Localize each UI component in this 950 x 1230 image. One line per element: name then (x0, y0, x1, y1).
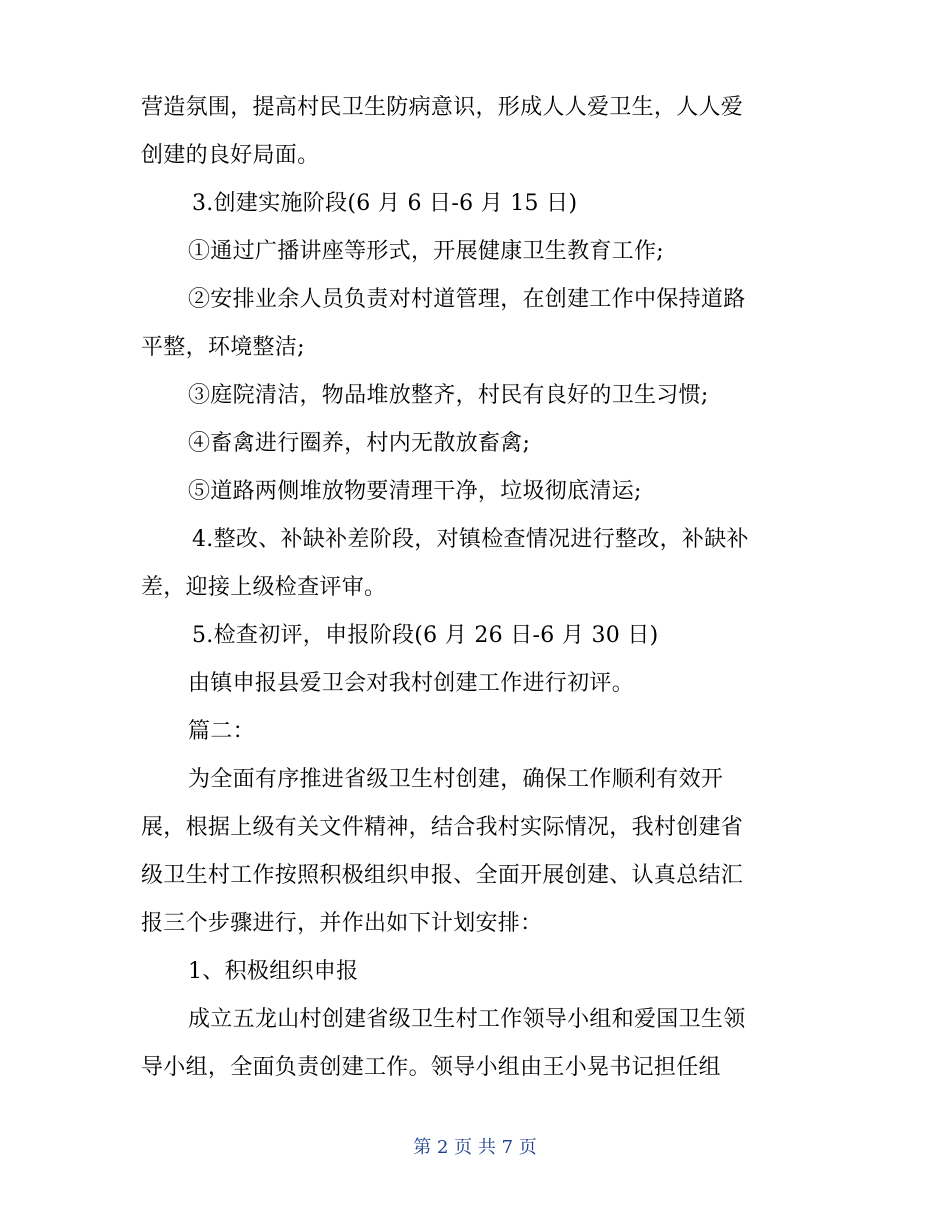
paragraph-line: 报三个步骤进行，并作出如下计划安排： (141, 911, 543, 936)
section-heading-5: 5.检查初评，申报阶段(6 月 26 日-6 月 30 日) (192, 623, 659, 648)
paragraph-line: 差，迎接上级检查评审。 (141, 575, 387, 600)
section-heading-4: 4.整改、补缺补差阶段，对镇检查情况进行整改，补缺补 (192, 527, 749, 552)
list-item-1: ①通过广播讲座等形式，开展健康卫生教育工作; (188, 239, 665, 264)
list-item-4: ④畜禽进行圈养，村内无散放畜禽; (188, 431, 531, 456)
paragraph-line: 导小组，全面负责创建工作。领导小组由王小晃书记担任组 (141, 1055, 721, 1080)
list-item-2: ②安排业余人员负责对村道管理，在创建工作中保持道路 (188, 287, 746, 312)
paragraph-line: 平整，环境整洁; (141, 335, 305, 360)
paragraph-line: 由镇申报县爱卫会对我村创建工作进行初评。 (188, 671, 635, 696)
paragraph-line: 级卫生村工作按照积极组织申报、全面开展创建、认真总结汇 (141, 863, 744, 888)
paragraph-line: 成立五龙山村创建省级卫生村工作领导小组和爱国卫生领 (188, 1007, 746, 1032)
list-item-3: ③庭院清洁，物品堆放整齐，村民有良好的卫生习惯; (188, 383, 709, 408)
paragraph-line: 展，根据上级有关文件精神，结合我村实际情况，我村创建省 (141, 815, 744, 840)
subsection-heading: 1、积极组织申报 (188, 959, 359, 984)
list-item-5: ⑤道路两侧堆放物要清理干净，垃圾彻底清运; (188, 479, 642, 504)
paragraph-line: 创建的良好局面。 (141, 143, 320, 168)
document-body (141, 84, 811, 1092)
paragraph-line: 营造氛围，提高村民卫生防病意识，形成人人爱卫生，人人爱 (141, 95, 744, 120)
paragraph-line: 为全面有序推进省级卫生村创建，确保工作顺利有效开 (188, 767, 724, 792)
part-heading: 篇二： (188, 719, 255, 744)
page-number-footer: 第 2 页 共 7 页 (413, 1137, 537, 1158)
section-heading-3: 3.创建实施阶段(6 月 6 日-6 月 15 日) (192, 191, 578, 216)
